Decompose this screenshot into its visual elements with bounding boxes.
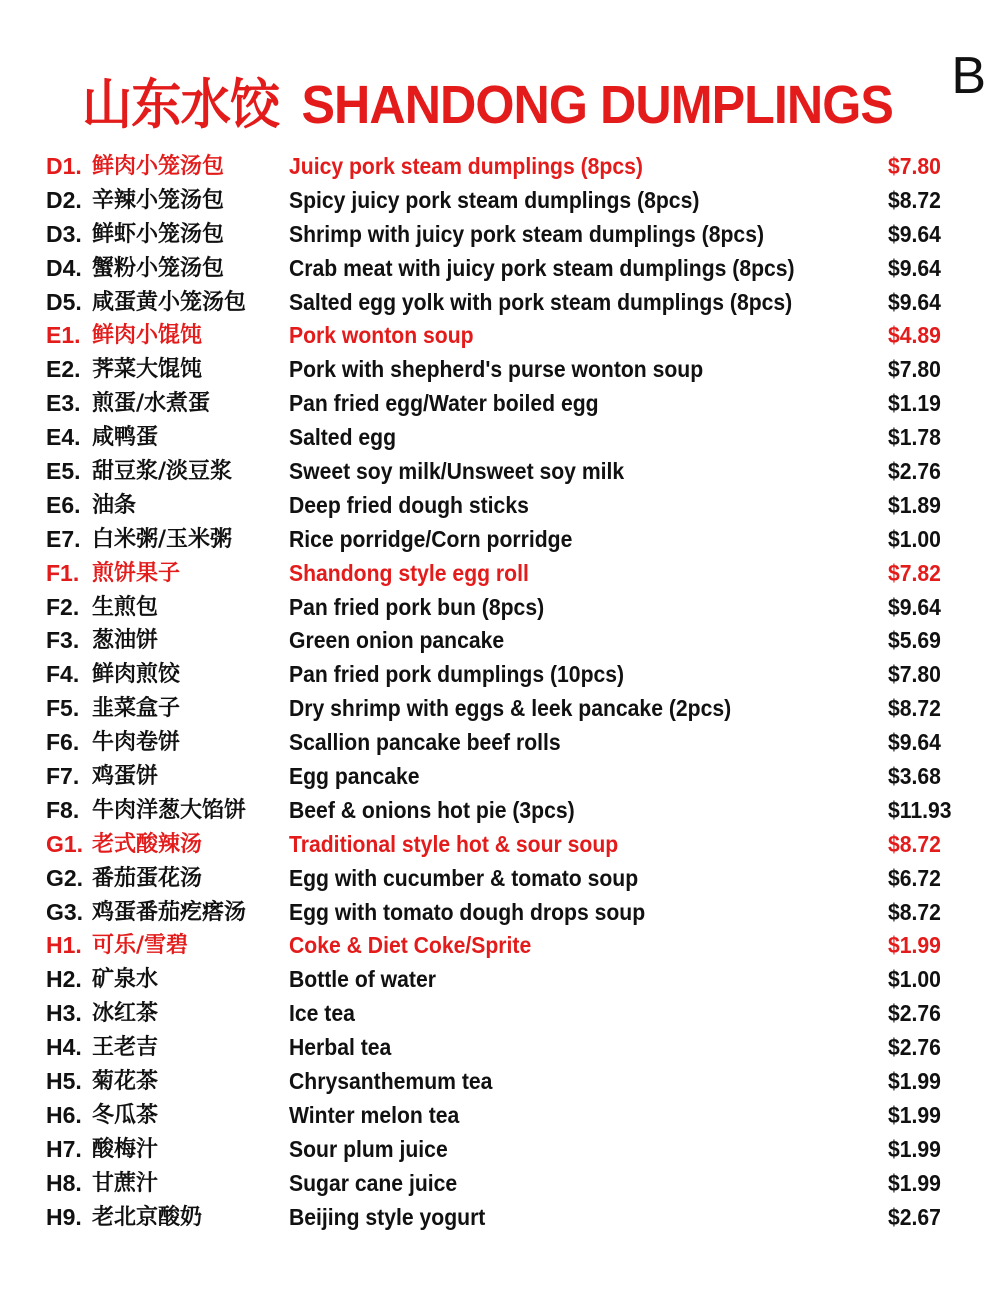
item-code: E3. bbox=[46, 390, 81, 417]
item-code: G1. bbox=[46, 830, 84, 857]
item-price: $9.64 bbox=[888, 220, 941, 247]
item-code: E4. bbox=[46, 424, 81, 451]
item-english-name: Sugar cane juice bbox=[289, 1169, 458, 1196]
menu-title-english: SHANDONG DUMPLINGS bbox=[301, 75, 893, 135]
item-price: $4.89 bbox=[888, 322, 941, 349]
menu-item bbox=[46, 252, 966, 286]
item-english-name: Egg with tomato dough drops soup bbox=[289, 898, 646, 925]
item-code: D3. bbox=[46, 220, 82, 247]
item-chinese-name: 菊花茶 bbox=[92, 1069, 159, 1095]
item-price: $1.19 bbox=[888, 390, 941, 417]
menu-item bbox=[46, 1031, 966, 1065]
menu-item bbox=[46, 862, 966, 896]
item-english-name: Bottle of water bbox=[289, 966, 436, 993]
item-price: $2.76 bbox=[888, 458, 941, 485]
item-english-name: Salted egg bbox=[289, 424, 397, 451]
menu-item bbox=[46, 1065, 966, 1099]
item-price: $7.80 bbox=[888, 661, 941, 688]
item-chinese-name: 老式酸辣汤 bbox=[92, 831, 203, 857]
menu-item bbox=[46, 353, 966, 387]
item-english-name: Spicy juicy pork steam dumplings (8pcs) bbox=[289, 186, 700, 213]
item-english-name: Dry shrimp with eggs & leek pancake (2pcs) bbox=[289, 695, 732, 722]
item-price: $5.69 bbox=[888, 627, 941, 654]
item-english-name: Winter melon tea bbox=[289, 1101, 460, 1128]
item-code: D2. bbox=[46, 186, 82, 213]
menu-item bbox=[46, 557, 966, 591]
item-english-name: Shandong style egg roll bbox=[289, 559, 529, 586]
item-chinese-name: 牛肉洋葱大馅饼 bbox=[92, 797, 247, 823]
item-price: $7.82 bbox=[888, 559, 941, 586]
item-price: $8.72 bbox=[888, 830, 941, 857]
item-code: F5. bbox=[46, 695, 80, 722]
item-chinese-name: 冰红茶 bbox=[92, 1001, 159, 1027]
menu-item bbox=[46, 896, 966, 930]
item-english-name: Egg pancake bbox=[289, 763, 420, 790]
item-english-name: Juicy pork steam dumplings (8pcs) bbox=[289, 153, 643, 179]
item-english-name: Crab meat with juicy pork steam dumplings (8pcs) bbox=[289, 254, 795, 281]
item-english-name: Traditional style hot & sour soup bbox=[289, 830, 619, 857]
item-chinese-name: 辛辣小笼汤包 bbox=[92, 187, 225, 213]
item-english-name: Pan fried egg/Water boiled egg bbox=[289, 390, 599, 417]
item-code: G2. bbox=[46, 864, 84, 891]
item-chinese-name: 番茄蛋花汤 bbox=[92, 865, 203, 891]
item-chinese-name: 可乐/雪碧 bbox=[92, 933, 189, 959]
item-code: H5. bbox=[46, 1068, 82, 1095]
item-price: $8.72 bbox=[888, 898, 941, 925]
item-chinese-name: 甜豆浆/淡豆浆 bbox=[92, 459, 233, 485]
item-price: $9.64 bbox=[888, 593, 941, 620]
item-code: F8. bbox=[46, 796, 80, 823]
menu-item bbox=[46, 184, 966, 218]
item-code: H8. bbox=[46, 1169, 82, 1196]
menu-item bbox=[46, 591, 966, 625]
item-price: $3.68 bbox=[888, 763, 941, 790]
item-chinese-name: 王老吉 bbox=[92, 1035, 159, 1061]
item-code: E1. bbox=[46, 322, 81, 349]
menu-item bbox=[46, 1099, 966, 1133]
menu-item bbox=[46, 489, 966, 523]
item-english-name: Sweet soy milk/Unsweet soy milk bbox=[289, 458, 625, 485]
item-price: $1.89 bbox=[888, 491, 941, 518]
menu-item bbox=[46, 726, 966, 760]
item-price: $1.99 bbox=[888, 1135, 941, 1162]
item-chinese-name: 油条 bbox=[92, 492, 137, 518]
item-code: H2. bbox=[46, 966, 82, 993]
item-code: F4. bbox=[46, 661, 80, 688]
item-chinese-name: 老北京酸奶 bbox=[92, 1204, 203, 1230]
menu-list bbox=[46, 150, 966, 1235]
menu-item bbox=[46, 658, 966, 692]
item-english-name: Ice tea bbox=[289, 1000, 355, 1027]
item-price: $1.99 bbox=[888, 1068, 941, 1095]
menu-item bbox=[46, 760, 966, 794]
item-english-name: Pan fried pork bun (8pcs) bbox=[289, 593, 545, 620]
item-code: D4. bbox=[46, 254, 82, 281]
menu-item bbox=[46, 455, 966, 489]
item-price: $7.80 bbox=[888, 356, 941, 383]
item-price: $8.72 bbox=[888, 695, 941, 722]
item-price: $9.64 bbox=[888, 288, 941, 315]
item-chinese-name: 甘蔗汁 bbox=[92, 1170, 159, 1196]
item-english-name: Scallion pancake beef rolls bbox=[289, 729, 561, 756]
item-price: $1.00 bbox=[888, 525, 941, 552]
menu-item bbox=[46, 624, 966, 658]
item-code: H4. bbox=[46, 1034, 82, 1061]
item-english-name: Pan fried pork dumplings (10pcs) bbox=[289, 661, 625, 688]
item-english-name: Shrimp with juicy pork steam dumplings (8pcs) bbox=[289, 220, 765, 247]
item-code: F7. bbox=[46, 763, 80, 790]
item-english-name: Beef & onions hot pie (3pcs) bbox=[289, 796, 575, 823]
page-letter: B bbox=[951, 47, 986, 105]
item-english-name: Green onion pancake bbox=[289, 627, 505, 654]
item-english-name: Egg with cucumber & tomato soup bbox=[289, 864, 639, 891]
item-chinese-name: 酸梅汁 bbox=[92, 1136, 159, 1162]
item-english-name: Pork with shepherd's purse wonton soup bbox=[289, 356, 704, 383]
item-price: $9.64 bbox=[888, 729, 941, 756]
item-chinese-name: 葱油饼 bbox=[92, 628, 159, 654]
item-chinese-name: 鸡蛋饼 bbox=[92, 764, 159, 790]
menu-item bbox=[46, 1167, 966, 1201]
item-price: $1.99 bbox=[888, 932, 941, 959]
item-chinese-name: 蟹粉小笼汤包 bbox=[92, 255, 225, 281]
item-code: F2. bbox=[46, 593, 80, 620]
item-code: H1. bbox=[46, 932, 82, 959]
item-code: E6. bbox=[46, 491, 81, 518]
item-chinese-name: 矿泉水 bbox=[92, 967, 159, 993]
menu-title-chinese: 山东水饺 bbox=[82, 73, 280, 136]
item-english-name: Pork wonton soup bbox=[289, 322, 474, 349]
item-english-name: Coke & Diet Coke/Sprite bbox=[289, 932, 532, 959]
item-chinese-name: 鸡蛋番茄疙瘩汤 bbox=[92, 899, 247, 925]
item-code: E5. bbox=[46, 458, 81, 485]
item-chinese-name: 韭菜盒子 bbox=[92, 696, 181, 722]
item-price: $1.78 bbox=[888, 424, 941, 451]
menu-item bbox=[46, 929, 966, 963]
item-chinese-name: 咸蛋黄小笼汤包 bbox=[92, 289, 247, 315]
item-price: $2.67 bbox=[888, 1203, 941, 1230]
item-code: H7. bbox=[46, 1135, 82, 1162]
item-price: $1.99 bbox=[888, 1101, 941, 1128]
menu-item bbox=[46, 692, 966, 726]
item-chinese-name: 生煎包 bbox=[92, 594, 159, 620]
menu-item bbox=[46, 1133, 966, 1167]
item-chinese-name: 咸鸭蛋 bbox=[92, 425, 159, 451]
item-chinese-name: 鲜虾小笼汤包 bbox=[92, 221, 225, 247]
item-english-name: Chrysanthemum tea bbox=[289, 1068, 493, 1095]
item-price: $7.80 bbox=[888, 153, 941, 179]
item-chinese-name: 荠菜大馄饨 bbox=[92, 357, 203, 383]
item-english-name: Herbal tea bbox=[289, 1034, 392, 1061]
item-chinese-name: 煎饼果子 bbox=[92, 560, 181, 586]
item-code: D5. bbox=[46, 288, 82, 315]
menu-item bbox=[46, 387, 966, 421]
item-code: H3. bbox=[46, 1000, 82, 1027]
item-code: F6. bbox=[46, 729, 80, 756]
item-english-name: Beijing style yogurt bbox=[289, 1203, 486, 1230]
item-code: H9. bbox=[46, 1203, 82, 1230]
item-price: $9.64 bbox=[888, 254, 941, 281]
item-chinese-name: 冬瓜茶 bbox=[92, 1102, 159, 1128]
item-english-name: Salted egg yolk with pork steam dumplings (8pcs) bbox=[289, 288, 793, 315]
item-code: E2. bbox=[46, 356, 81, 383]
item-price: $2.76 bbox=[888, 1034, 941, 1061]
item-english-name: Rice porridge/Corn porridge bbox=[289, 525, 573, 552]
menu-item bbox=[46, 963, 966, 997]
item-chinese-name: 煎蛋/水煮蛋 bbox=[92, 391, 211, 417]
item-price: $11.93 bbox=[888, 796, 952, 823]
item-chinese-name: 鲜肉煎饺 bbox=[92, 662, 181, 688]
item-price: $8.72 bbox=[888, 186, 941, 213]
menu-item bbox=[46, 1201, 966, 1235]
item-chinese-name: 白米粥/玉米粥 bbox=[92, 526, 233, 552]
item-price: $6.72 bbox=[888, 864, 941, 891]
item-code: G3. bbox=[46, 898, 84, 925]
menu-item bbox=[46, 286, 966, 320]
item-english-name: Deep fried dough sticks bbox=[289, 491, 529, 518]
item-price: $1.99 bbox=[888, 1169, 941, 1196]
menu-item bbox=[46, 828, 966, 862]
item-price: $2.76 bbox=[888, 1000, 941, 1027]
item-code: E7. bbox=[46, 525, 81, 552]
menu-item bbox=[46, 421, 966, 455]
menu-item bbox=[46, 218, 966, 252]
item-code: D1. bbox=[46, 153, 82, 179]
item-price: $1.00 bbox=[888, 966, 941, 993]
menu-item bbox=[46, 997, 966, 1031]
item-code: F1. bbox=[46, 559, 80, 586]
item-chinese-name: 鲜肉小馄饨 bbox=[92, 323, 203, 349]
item-chinese-name: 鲜肉小笼汤包 bbox=[92, 154, 225, 179]
menu-item bbox=[46, 794, 966, 828]
item-chinese-name: 牛肉卷饼 bbox=[92, 730, 181, 756]
menu-title bbox=[82, 62, 893, 139]
menu-item bbox=[46, 150, 966, 184]
menu-item bbox=[46, 319, 966, 353]
item-english-name: Sour plum juice bbox=[289, 1135, 448, 1162]
item-code: F3. bbox=[46, 627, 80, 654]
menu-item bbox=[46, 523, 966, 557]
item-code: H6. bbox=[46, 1101, 82, 1128]
